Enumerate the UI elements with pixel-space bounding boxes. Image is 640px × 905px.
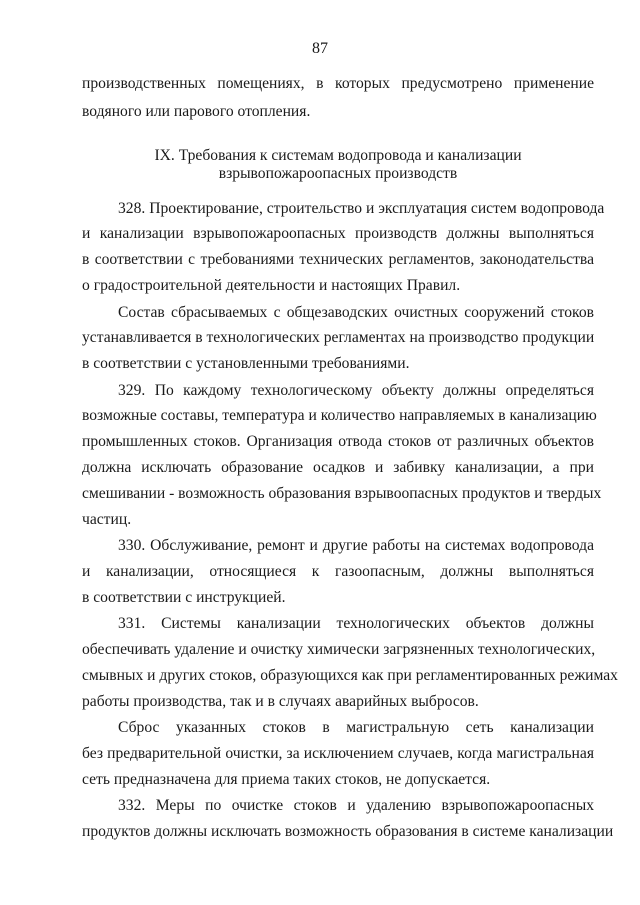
text-line: 330. Обслуживание, ремонт и другие работы на системах водопровода (118, 537, 594, 554)
section-heading: взрывопожароопасных производств (218, 165, 458, 182)
page-number: 87 (312, 40, 328, 57)
text-line: 331. Системы канализации технологических объектов должны (118, 615, 594, 632)
text-line: и канализации взрывопожароопасных производств должны выполняться (82, 225, 594, 242)
text-line: в соответствии с установленными требованиями. (82, 355, 410, 372)
text-line: возможные составы, температура и количество направляемых в канализацию (82, 407, 597, 424)
text-line: без предварительной очистки, за исключением случаев, когда магистральная (82, 745, 594, 762)
text-line: должна исключать образование осадков и забивку канализации, а при (82, 459, 594, 476)
text-line: в соответствии с инструкцией. (82, 589, 286, 606)
text-line: 329. По каждому технологическому объекту должны определяться (118, 382, 594, 399)
text-line: 332. Меры по очистке стоков и удалению взрывопожароопасных (118, 797, 594, 814)
text-line: сеть предназначена для приема таких стоков, не допускается. (82, 771, 491, 788)
text-line: и канализации, относящиеся к газоопасным, должны выполняться (82, 563, 594, 580)
text-line: в соответствии с требованиями технических регламентов, законодательства (82, 251, 594, 268)
text-line: водяного или парового отопления. (82, 103, 311, 120)
text-line: продуктов должны исключать возможность образования в системе канализации (82, 823, 614, 840)
text-line: обеспечивать удаление и очистку химически загрязненных технологических, (82, 641, 596, 658)
text-line: производственных помещениях, в которых предусмотрено применение (82, 75, 594, 92)
text-line: смывных и других стоков, образующихся как при регламентированных режимах (82, 667, 618, 684)
text-line: 328. Проектирование, строительство и эксплуатация систем водопровода (118, 200, 605, 217)
text-line: промышленных стоков. Организация отвода стоков от различных объектов (82, 433, 594, 450)
text-line: смешивании - возможность образования взрывоопасных продуктов и твердых (82, 485, 602, 502)
text-line: устанавливается в технологических регламентах на производство продукции (82, 329, 595, 346)
text-line: работы производства, так и в случаях аварийных выбросов. (82, 693, 479, 710)
text-line: частиц. (82, 511, 132, 528)
text-line: Состав сбрасываемых с общезаводских очистных сооружений стоков (118, 304, 594, 321)
text-line: о градостроительной деятельности и настоящих Правил. (82, 277, 461, 294)
text-line: Сброс указанных стоков в магистральную сеть канализации (118, 719, 594, 736)
section-heading: IX. Требования к системам водопровода и канализации (154, 147, 522, 164)
